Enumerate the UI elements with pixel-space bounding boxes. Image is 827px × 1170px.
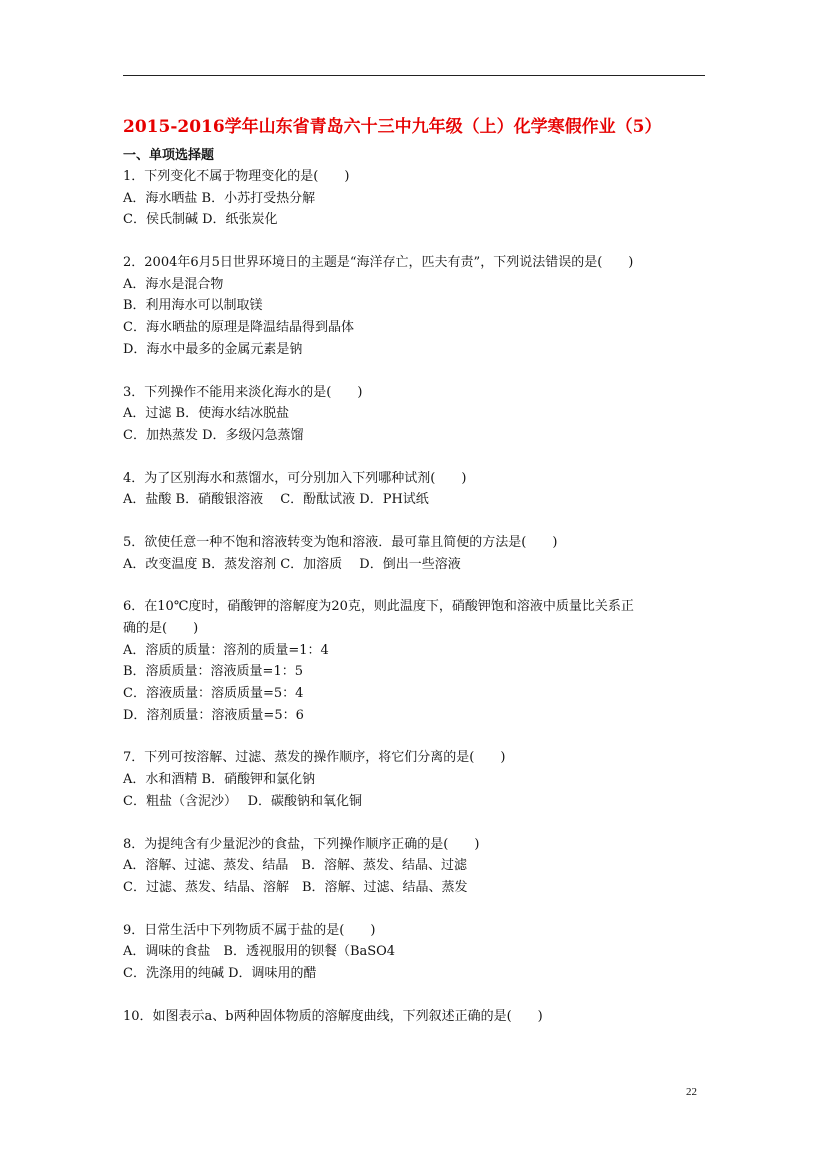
question-line: A．盐酸 B．硝酸银溶液 C．酚酞试液 D．PH试纸 <box>123 492 429 508</box>
question-line: 确的是( ) <box>123 621 199 636</box>
question-line: A．过滤 B．使海水结冰脱盐 <box>123 406 290 422</box>
document-body <box>123 146 743 1027</box>
question-6 <box>123 596 743 726</box>
question-stem: 2．2004年6月5日世界环境日的主题是“海洋存亡，匹夫有责”，下列说法错误的是( ) <box>123 255 634 271</box>
question-line: A．溶质的质量：溶剂的质量=1：4 <box>123 642 329 658</box>
question-2 <box>123 252 743 360</box>
question-stem: 6．在10℃度时，硝酸钾的溶解度为20克，则此温度下，硝酸钾饱和溶液中质量比关系正 <box>123 599 634 615</box>
question-7 <box>123 747 743 812</box>
question-8 <box>123 834 743 899</box>
question-10 <box>123 1006 743 1028</box>
question-line: A．海水晒盐 B．小苏打受热分解 <box>123 190 316 206</box>
question-line: B．利用海水可以制取镁 <box>123 298 263 314</box>
question-line: A．调味的食盐 B．透视服用的钡餐（BaSO4 <box>123 944 396 960</box>
question-stem: 7．下列可按溶解、过滤、蒸发的操作顺序，将它们分离的是( ) <box>123 750 506 766</box>
question-line: C．洗涤用的纯碱 D．调味用的醋 <box>123 965 317 981</box>
question-line: A．海水是混合物 <box>123 276 224 292</box>
header-rule <box>123 75 705 76</box>
question-line: C．粗盐（含泥沙） D．碳酸钠和氧化铜 <box>123 793 363 809</box>
question-line: A．溶解、过滤、蒸发、结晶 B．溶解、蒸发、结晶、过滤 <box>123 858 467 874</box>
question-line: C．侯氏制碱 D．纸张炭化 <box>123 212 278 228</box>
question-line: C．过滤、蒸发、结晶、溶解 B．溶解、过滤、结晶、蒸发 <box>123 879 468 895</box>
question-line: B．溶质质量：溶液质量=1：5 <box>123 664 303 680</box>
question-stem: 5．欲使任意一种不饱和溶液转变为饱和溶液．最可靠且简便的方法是( ) <box>123 534 558 550</box>
question-line: D．海水中最多的金属元素是钠 <box>123 341 303 357</box>
question-line: D．溶剂质量：溶液质量=5：6 <box>123 707 304 723</box>
question-list <box>123 166 743 1027</box>
question-line: C．加热蒸发 D．多级闪急蒸馏 <box>123 427 304 443</box>
question-line: A．水和酒精 B．硝酸钾和氯化钠 <box>123 772 316 788</box>
page-number: 22 <box>686 1086 697 1098</box>
question-stem: 1．下列变化不属于物理变化的是( ) <box>123 169 350 184</box>
question-line: C．溶液质量：溶质质量=5：4 <box>123 686 304 702</box>
question-5 <box>123 532 743 575</box>
question-line: C．海水晒盐的原理是降温结晶得到晶体 <box>123 320 354 336</box>
document-title: 2015-2016学年山东省青岛六十三中九年级（上）化学寒假作业（5） <box>123 117 662 137</box>
question-stem: 3．下列操作不能用来淡化海水的是( ) <box>123 384 363 400</box>
question-3 <box>123 382 743 447</box>
question-line: A．改变温度 B．蒸发溶剂 C．加溶质 D．倒出一些溶液 <box>123 556 461 572</box>
question-stem: 9．日常生活中下列物质不属于盐的是( ) <box>123 922 376 938</box>
question-stem: 4．为了区别海水和蒸馏水，可分别加入下列哪种试剂( ) <box>123 470 467 486</box>
question-4 <box>123 468 743 511</box>
question-9 <box>123 920 743 985</box>
question-1 <box>123 166 743 231</box>
question-stem: 8．为提纯含有少量泥沙的食盐，下列操作顺序正确的是( ) <box>123 836 480 852</box>
section-heading: 一、单项选择题 <box>123 148 215 163</box>
question-stem: 10．如图表示a、b两种固体物质的溶解度曲线，下列叙述正确的是( ) <box>123 1008 543 1024</box>
